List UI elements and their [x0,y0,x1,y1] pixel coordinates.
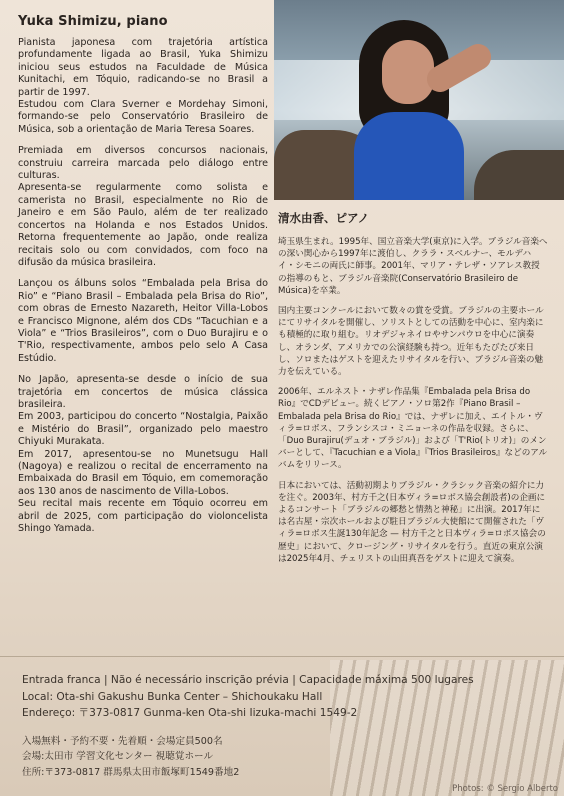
photo-credit: Photos: © Sergio Alberto [452,784,558,794]
address-info-jp: 住所:〒373-0817 群馬県太田市飯塚町1549番地2 [22,766,240,778]
bio-title-jp: 清水由香、ピアノ [278,211,370,225]
bio-paragraph: Pianista japonesa com trajetória artística profundamente ligada ao Brasil, Yuka Shimizu iniciou seus estudos na Faculdade de Música Kunitachi, em Tóquio, radicando-se no Brasil a partir de 1997. [18,37,268,98]
bio-paragraph: No Japão, apresenta-se desde o início de sua trajetória em concertos de música clássica brasileira. [18,374,268,410]
bio-paragraph-jp: 日本においては、活動初期よりブラジル・クラシック音楽の紹介に力を注ぐ。2003年、村方千之(日本ヴィラ=ロボス協会創設者)の企画によるコンサート「ブラジルの郷愁と情熱と神秘」に出演。2017年には名古屋・宗次ホールおよび駐日ブラジル大使館にて開催された「ヴィラ=ロボス生誕130年記念 — 村方千之と日本ヴィラ=ロボス協会の歴史」において、クロージング・リサイタルを行う。直近の東京公演は2025年4月、チェリストの山田真吾をゲストに迎えて演奏。 [278,480,546,564]
venue-info: Local: Ota-shi Gakushu Bunka Center – Shichoukaku Hall [22,690,323,703]
bio-paragraph: Lançou os álbuns solos “Embalada pela Brisa do Rio” e “Piano Brasil – Embalada pela Brisa do Rio”, com obras de Ernesto Nazareth, Heitor Villa-Lobos e Francisco Mignone, além dos CDs “Tacuchian e a Viola” e “Trios Brasileiros”, com o Duo Burajiru e o T'Rio, respectivamente, ambos pelo selo A Casa Estúdio. [18,278,268,364]
pianist-photo [274,0,564,200]
bio-paragraph: Em 2003, participou do concerto “Nostalgia, Paixão e Mistério do Brasil”, organizado pelo maestro Chiyuki Murakata. [18,411,268,448]
bio-paragraph: Apresenta-se regularmente como solista e camerista no Brasil, especialmente no Rio de Janeiro e em São Paulo, além de ter realizado concertos na Holanda e nos Estados Unidos. Retorna frequentemente ao Japão, onde realiza recitais solo ou com convidados, com foco na difusão da música brasileira. [18,182,268,268]
japanese-bio [278,210,548,573]
bio-paragraph-jp: 国内主要コンクールにおいて数々の賞を受賞。ブラジルの主要ホールにてリサイタルを開催し、ソリストとしての活動を中心に、室内楽にも積極的に取り組む。リオデジャネイロやサンパウロを中心に演奏し、オランダ、アメリカでの公演経験も持つ。近年もたびたび来日し、ソロまたはゲストを迎えたリサイタルを行い、ブラジル音楽の魅力を伝えている。 [278,306,544,378]
event-info [22,672,542,780]
bio-title-pt: Yuka Shimizu, piano [18,14,168,29]
section-divider [0,656,564,657]
bio-paragraph-jp: 2006年、エルネスト・ナザレ作品集『Embalada pela Brisa do Rio』でCDデビュー。続くピアノ・ソロ第2作『Piano Brasil – Embalada pela Brisa do Rio』では、ナザレに加え、エイトル・ヴィラ=ロボス、フランシスコ・ミニョーネの作品を収録。さらに、「Duo Burajiru(デュオ・ブラジル)」および「T'Rio(トリオ)」のメンバーとして、『Tacuchian e a Viola』『Trios Brasileiros』などのアルバムをリリース。 [278,387,548,471]
venue-info-jp: 会場:太田市 学習文化センター 視聴覚ホール [22,751,214,762]
bio-paragraph-jp: 埼玉県生まれ。1995年、国立音楽大学(東京)に入学。ブラジル音楽への深い関心から1997年に渡伯し、クララ・スベルナー、モルデハイ・シモニの両氏に師事。2001年、マリア・テレザ・ソアレス教授の指導のもと、ブラジル音楽院(Conservatório Brasileiro de Música)を卒業。 [278,237,548,296]
admission-info-jp: 入場無料・予約不要・先着順・会場定員500名 [22,735,223,747]
bio-paragraph: Premiada em diversos concursos nacionais, construiu carreira marcada pelo diálogo entre culturas. [18,145,268,182]
bio-paragraph: Estudou com Clara Sverner e Mordehay Simoni, formando-se pelo Conservatório Brasileiro de Música, sob a orientação de Maria Teresa Soares. [18,99,268,135]
bio-paragraph: Em 2017, apresentou-se no Munetsugu Hall (Nagoya) e realizou o recital de encerramento na Embaixada do Brasil em Tóquio, em comemoração aos 130 anos de nascimento de Villa-Lobos. [18,448,268,497]
bio-paragraph: Seu recital mais recente em Tóquio ocorreu em abril de 2025, com participação do violoncelista Shingo Yamada. [18,498,268,535]
portuguese-bio [18,14,268,544]
admission-info: Entrada franca | Não é necessário inscrição prévia | Capacidade máxima 500 lugares [22,674,474,686]
address-info: Endereço: 〒373-0817 Gunma-ken Ota-shi Iizuka-machi 1549-2 [22,707,358,719]
